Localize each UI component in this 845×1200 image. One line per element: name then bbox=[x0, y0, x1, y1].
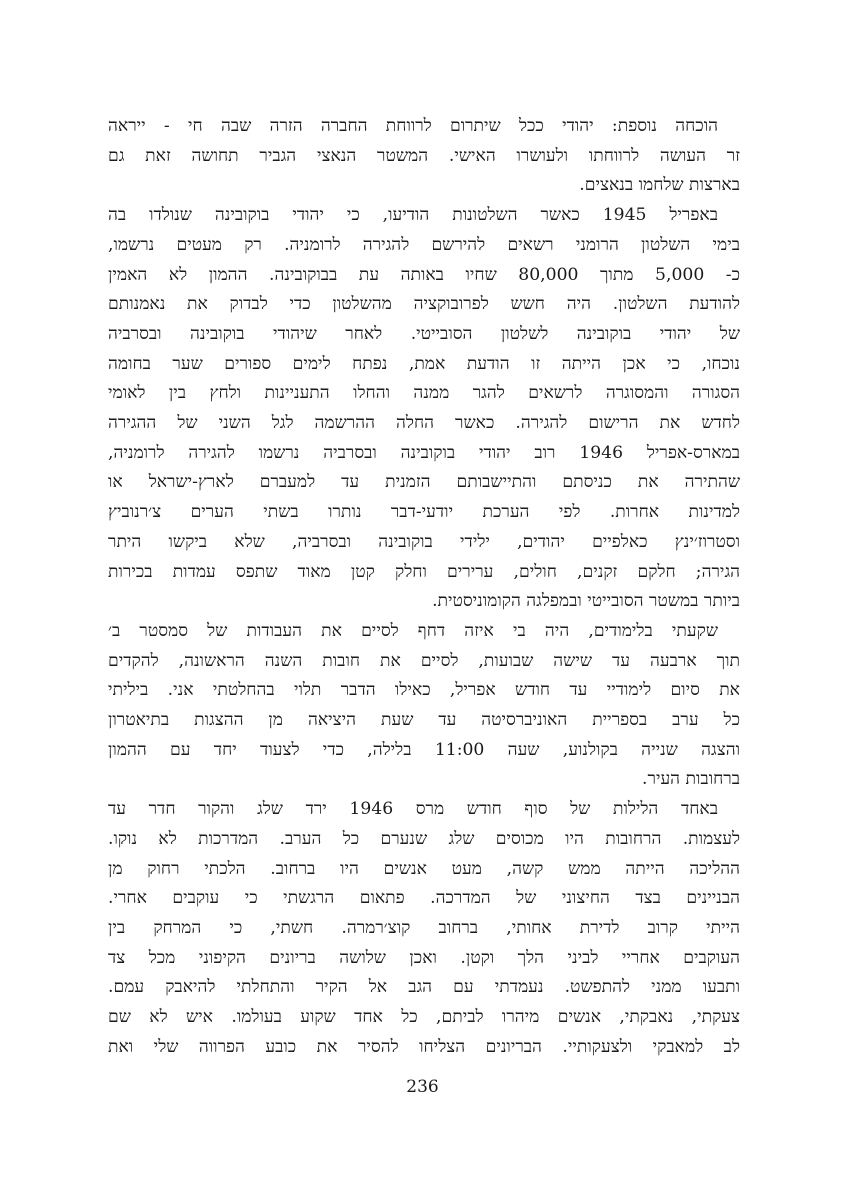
text-line: הגירה; חלקם זקנים, חולים, ערירים וחלק קטן מאוד שתפס עמדות בכירות bbox=[108, 561, 740, 582]
text-line: במארס-אפריל 1946 רוב יהודי בוקובינה ובסרביה נרשמו להגירה לרומניה, bbox=[108, 442, 740, 463]
text-line: באחד הלילות של סוף חודש מרס 1946 ירד שלג והקור חדר עד bbox=[108, 799, 718, 820]
text-line: לחדש את הרישום להגירה. כאשר החלה ההרשמה לגל השני של ההגירה bbox=[108, 413, 740, 434]
text-line: ביותר במשטר הסובייטי ובמפלגה הקומוניסטית. bbox=[432, 591, 740, 612]
text-line: תוך ארבעה עד שישה שבועות, לסיים את חובות השנה הראשונה, להקדים bbox=[108, 650, 740, 671]
text-line: הייתי קרוב לדירת אחותי, ברחוב קוצ׳רמרה. חשתי, כי המרחק בין bbox=[108, 917, 740, 938]
text-line: בימי השלטון הרומני רשאים להירשם להגירה לרומניה. רק מעטים נרשמו, bbox=[108, 234, 740, 255]
text-line: שהתירה את כניסתם והתיישבותם הזמנית עד למעברם לארץ-ישראל או bbox=[108, 472, 740, 493]
text-line: הוכחה נוספת: יהודי ככל שיתרום לרווחת החברה הזרה שבה חי - ייראה bbox=[108, 116, 718, 136]
text-line: הסגורה והמסוגרה לרשאים להגר ממנה והחלו התעניינות ולחץ בין לאומי bbox=[108, 383, 740, 404]
text-line: לעצמות. הרחובות היו מכוסים שלג שנערם כל הערב. המדרכות לא נוקו. bbox=[108, 828, 740, 849]
text-line: לב למאבקי ולצעקותיי. הבריונים הצליחו להסיר את כובע הפרווה שלי ואת bbox=[108, 1036, 740, 1057]
text-line: וסטרוז׳ינץ כאלפיים יהודים, ילידי בוקובינה ובסרביה, שלא ביקשו היתר bbox=[108, 531, 740, 552]
text-line: נוכחו, כי אכן הייתה זו הודעת אמת, נפתח לימים ספורים שער בחומה bbox=[108, 353, 740, 374]
text-line: בארצות שלחמו בנאצים. bbox=[579, 175, 740, 196]
text-line: למדינות אחרות. לפי הערכת יודעי-דבר נותרו בשתי הערים צ׳רנוביץ bbox=[108, 502, 740, 523]
text-line: ותבעו ממני להתפשט. נעמדתי עם הגב אל הקיר והתחלתי להיאבק עמם. bbox=[108, 977, 740, 998]
text-line: שקעתי בלימודים, היה בי איזה דחף לסיים את העבודות של סמסטר ב׳ bbox=[108, 620, 718, 641]
text-line: של יהודי בוקובינה לשלטון הסובייטי. לאחר שיהודי בוקובינה ובסרביה bbox=[108, 323, 740, 344]
text-line: זר העושה לרווחתו ולעושרו האישי. המשטר הנאצי הגביר תחושה זאת גם bbox=[108, 145, 740, 166]
text-line: ההליכה הייתה ממש קשה, מעט אנשים היו ברחוב. הלכתי רחוק מן bbox=[108, 858, 740, 879]
text-line: את סיום לימודיי עד חודש אפריל, כאילו הדבר תלוי בהחלטתי אני. ביליתי bbox=[108, 680, 740, 701]
text-line: והצגה שנייה בקולנוע, שעה 11:00 בלילה, כדי לצעוד יחד עם ההמון bbox=[108, 739, 740, 760]
text-line: ברחובות העיר. bbox=[642, 769, 740, 790]
text-line: כ- 5,000 מתוך 80,000 שחיו באותה עת בבוקובינה. ההמון לא האמין bbox=[108, 264, 740, 285]
paragraph-3 bbox=[108, 617, 740, 795]
text-line: הבניינים בצד החיצוני של המדרכה. פתאום הרגשתי כי עוקבים אחרי. bbox=[108, 888, 740, 909]
paragraph-4 bbox=[108, 795, 740, 1062]
paragraph-1 bbox=[108, 112, 740, 201]
text-line: העוקבים אחריי לביני הלך וקטן. ואכן שלושה בריונים הקיפוני מכל צד bbox=[108, 947, 740, 968]
page-body bbox=[108, 112, 740, 1063]
text-line: להודעת השלטון. היה חשש לפרובוקציה מהשלטון כדי לבדוק את נאמנותם bbox=[108, 294, 740, 315]
page-number: 236 bbox=[406, 1077, 439, 1097]
text-line: כל ערב בספריית האוניברסיטה עד שעת היציאה מן ההצגות בתיאטרון bbox=[108, 710, 740, 731]
text-line: באפריל 1945 כאשר השלטונות הודיעו, כי יהודי בוקובינה שנולדו בה bbox=[108, 205, 718, 226]
paragraph-2 bbox=[108, 201, 740, 617]
text-line: צעקתי, נאבקתי, אנשים מיהרו לביתם, כל אחד שקוע בעולמו. איש לא שם bbox=[108, 1007, 740, 1028]
